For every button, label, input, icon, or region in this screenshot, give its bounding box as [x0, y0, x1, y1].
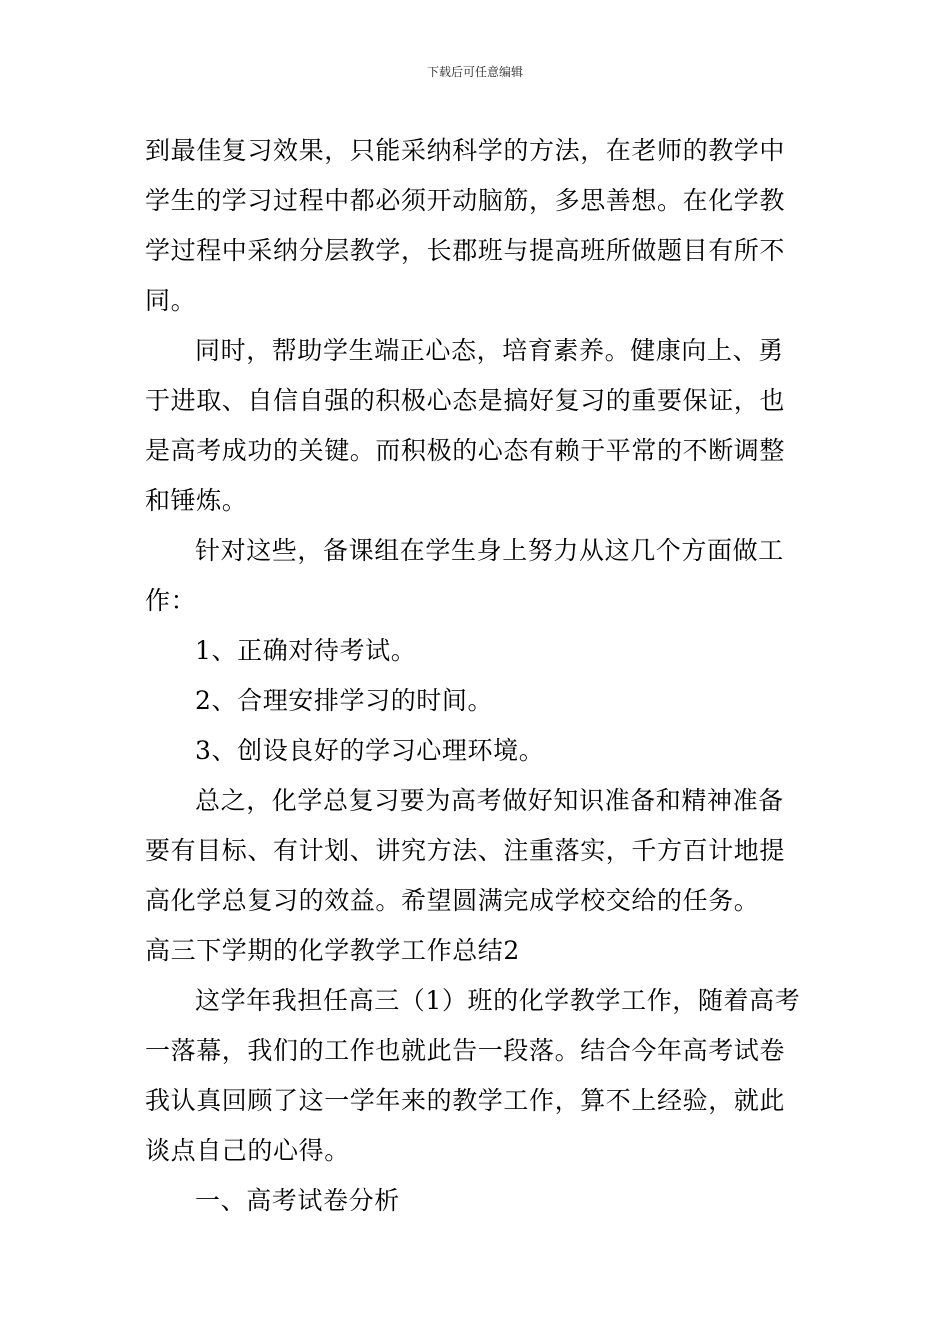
document-body: [145, 126, 810, 1226]
text-line: 同。: [145, 286, 197, 315]
list-item: 1、正确对待考试。: [195, 636, 417, 665]
text-line: 学过程中采纳分层教学，长郡班与提高班所做题目有所不: [145, 236, 786, 265]
text-line: 同时，帮助学生端正心态，培育素养。健康向上、勇: [195, 336, 784, 365]
text-line: 要有目标、有计划、讲究方法、注重落实，千方百计地提: [145, 836, 786, 865]
text-line: 作：: [145, 586, 197, 615]
list-item: 2、合理安排学习的时间。: [195, 686, 494, 715]
text-line: 高化学总复习的效益。希望圆满完成学校交给的任务。: [145, 886, 760, 915]
text-line: 是高考成功的关键。而积极的心态有赖于平常的不断调整: [145, 436, 786, 465]
text-line: 一落幕，我们的工作也就此告一段落。结合今年高考试卷: [145, 1036, 786, 1065]
text-line: 谈点自己的心得。: [145, 1136, 350, 1165]
text-line: 学生的学习过程中都必须开动脑筋，多思善想。在化学教: [145, 186, 786, 215]
list-item: 3、创设良好的学习心理环境。: [195, 736, 545, 765]
text-line: 和锤炼。: [145, 486, 248, 515]
text-line: 我认真回顾了这一学年来的教学工作，算不上经验，就此: [145, 1086, 786, 1115]
text-line: 到最佳复习效果，只能采纳科学的方法，在老师的教学中: [145, 136, 786, 165]
text-line: 总之，化学总复习要为高考做好知识准备和精神准备: [195, 786, 784, 815]
subsection-heading: 一、高考试卷分析: [195, 1186, 400, 1215]
text-line: 针对这些，备课组在学生身上努力从这几个方面做工: [195, 536, 784, 565]
text-line: 于进取、自信自强的积极心态是搞好复习的重要保证，也: [145, 386, 786, 415]
section-title: 高三下学期的化学教学工作总结2: [145, 936, 520, 965]
page-header: 下载后可任意编辑: [426, 65, 523, 79]
text-line: 这学年我担任高三（1）班的化学教学工作，随着高考: [195, 986, 801, 1015]
